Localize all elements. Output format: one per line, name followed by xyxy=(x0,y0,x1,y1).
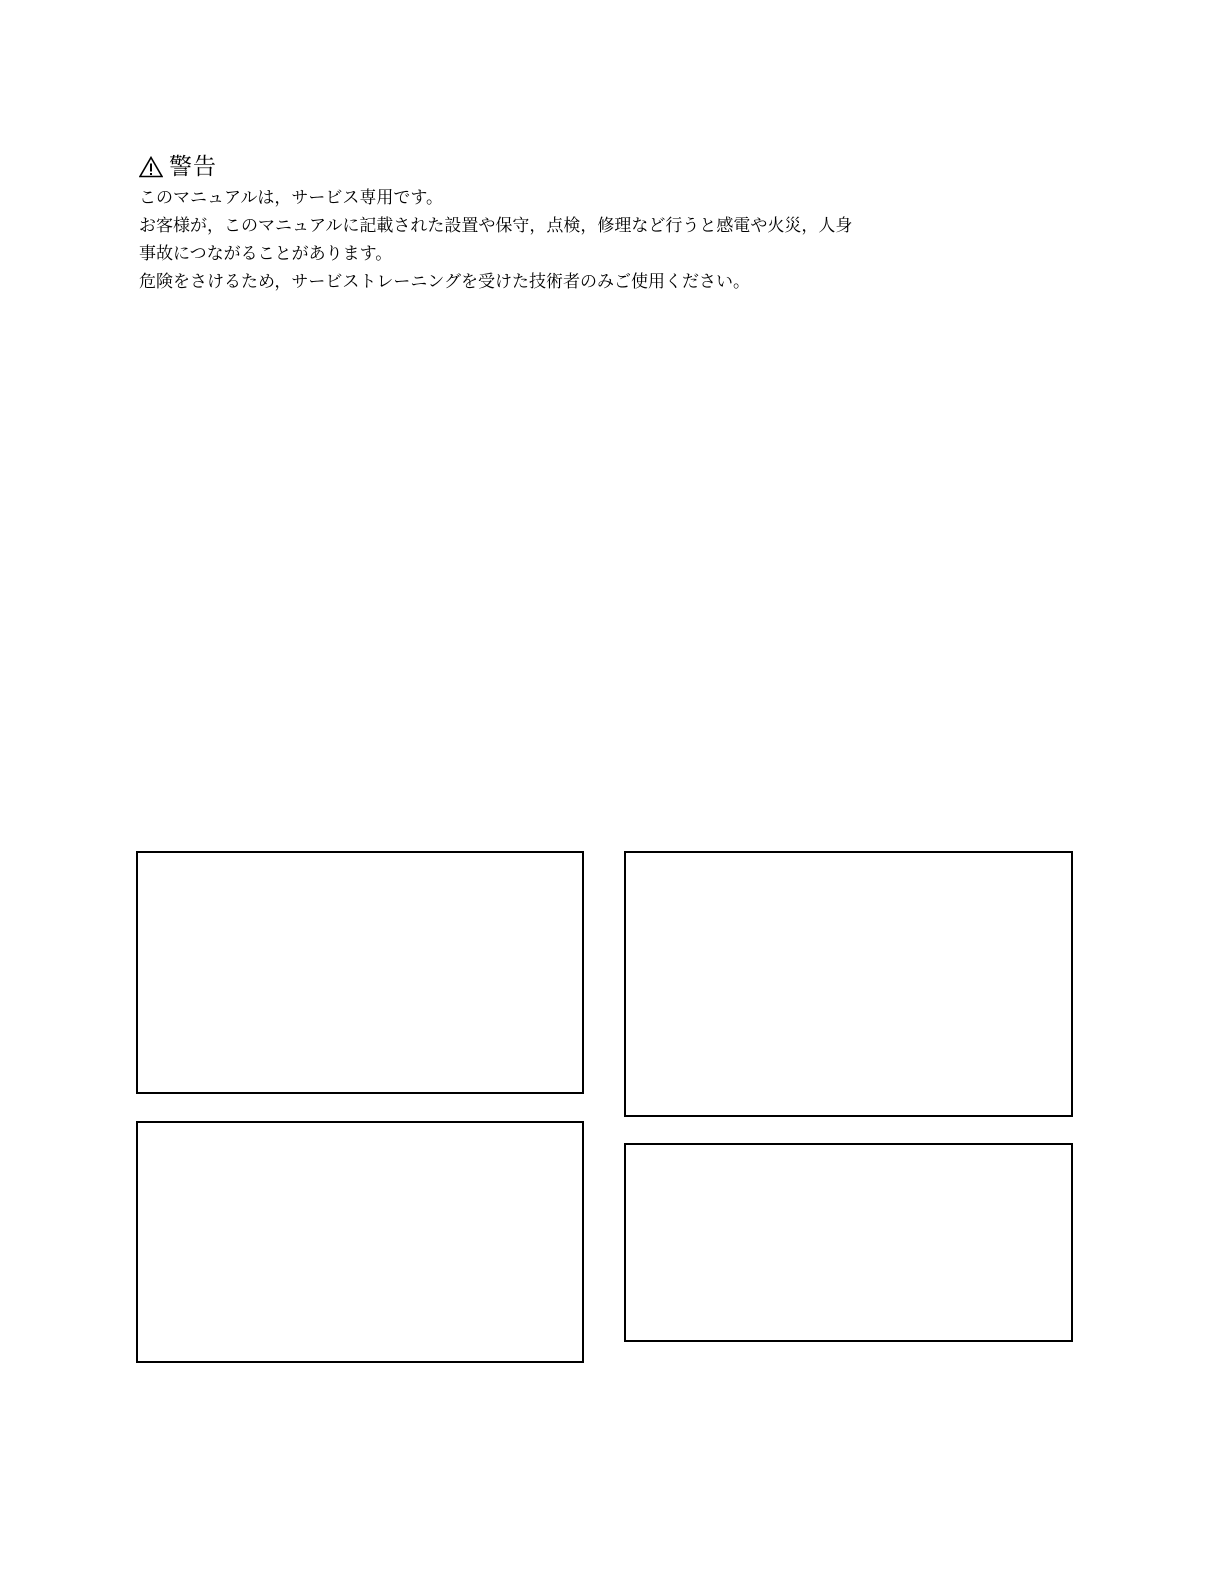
warning-notice xyxy=(139,152,1139,296)
warning-title: 警告 xyxy=(169,154,217,180)
warning-line-4: 危険をさけるため，サービストレーニングを受けた技術者のみご使用ください。 xyxy=(139,272,750,292)
empty-frame-right-bottom xyxy=(624,1143,1073,1342)
warning-heading xyxy=(139,152,1139,182)
empty-frame-left-bottom xyxy=(136,1121,584,1363)
warning-line-2: お客様が，このマニュアルに記載された設置や保守，点検，修理など行うと感電や火災，人身 xyxy=(139,216,853,236)
warning-triangle-icon xyxy=(139,156,163,178)
empty-frame-right-top xyxy=(624,851,1073,1117)
warning-line-1: このマニュアルは，サービス専用です。 xyxy=(139,188,443,208)
empty-frame-left-top xyxy=(136,851,584,1094)
warning-line-3: 事故につながることがあります。 xyxy=(139,244,393,264)
